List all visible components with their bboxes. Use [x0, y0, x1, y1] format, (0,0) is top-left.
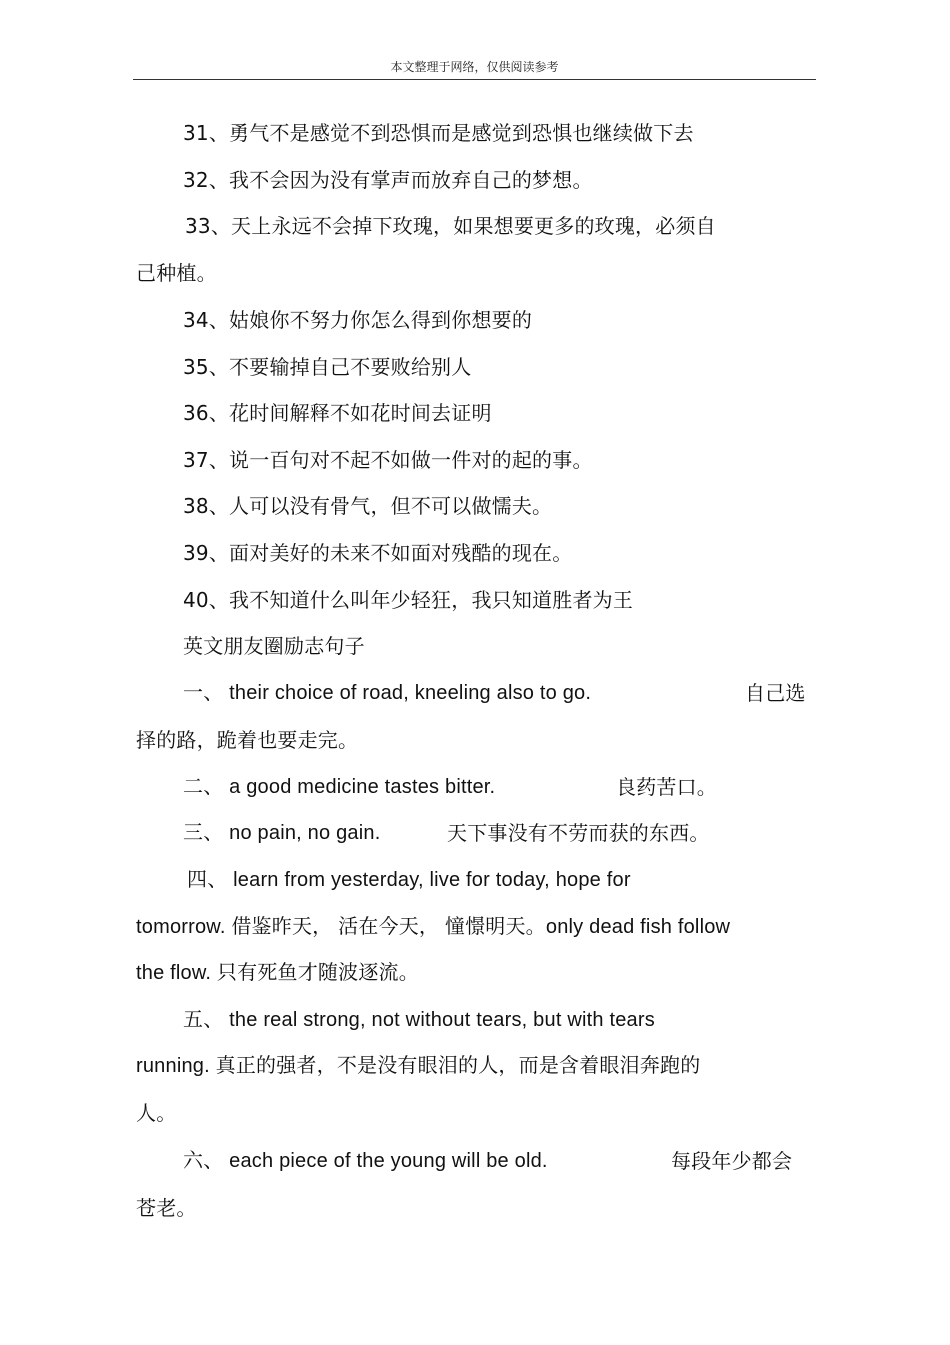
quote-line-32: 32、我不会因为没有掌声而放弃自己的梦想。 [183, 168, 593, 192]
english-quote-2: 二、 a good medicine tastes bitter. [183, 776, 496, 798]
quote-line-34: 34、姑娘你不努力你怎么得到你想要的 [183, 308, 533, 332]
quote-line-40: 40、我不知道什么叫年少轻狂，我只知道胜者为王 [183, 588, 634, 612]
english-quote-6: 六、 each piece of the young will be old. [183, 1150, 548, 1172]
quote-line-33: 33、天上永远不会掉下玫瑰，如果想要更多的玫瑰，必须自 [185, 214, 716, 238]
quote-line-33-cont: 己种植。 [136, 261, 217, 285]
quote-line-39: 39、面对美好的未来不如面对残酷的现在。 [183, 541, 573, 565]
english-quote-2-translation: 良药苦口。 [616, 775, 717, 799]
english-quote-6-translation: 每段年少都会 [671, 1149, 793, 1173]
english-quote-5-cont: running. 真正的强者，不是没有眼泪的人，而是含着眼泪奔跑的 [136, 1055, 701, 1077]
page-header: 本文整理于网络，仅供阅读参考 [390, 60, 559, 74]
english-quote-1: 一、 their choice of road, kneeling also to go. [183, 682, 592, 704]
english-quote-5: 五、 the real strong, not without tears, but with tears [183, 1009, 655, 1031]
english-quote-4: 四、 learn from yesterday, live for today, hope for [187, 869, 631, 891]
quote-line-37: 37、说一百句对不起不如做一件对的起的事。 [183, 448, 593, 472]
english-quote-1-translation: 自己选 [745, 681, 806, 705]
english-quote-6-translation-cont: 苍老。 [136, 1196, 197, 1220]
english-quote-4-cont-2: the flow. 只有死鱼才随波逐流。 [136, 962, 419, 984]
section-heading: 英文朋友圈励志句子 [183, 634, 365, 658]
quote-line-35: 35、不要输掉自己不要败给别人 [183, 355, 472, 379]
english-quote-3: 三、 no pain, no gain. [183, 822, 381, 844]
english-quote-5-cont-2: 人。 [136, 1101, 177, 1125]
quote-line-31: 31、勇气不是感觉不到恐惧而是感觉到恐惧也继续做下去 [183, 121, 694, 145]
header-divider [133, 79, 816, 80]
english-quote-1-translation-cont: 择的路，跪着也要走完。 [136, 728, 359, 752]
english-quote-3-translation: 天下事没有不劳而获的东西。 [447, 821, 710, 845]
quote-line-36: 36、花时间解释不如花时间去证明 [183, 401, 492, 425]
english-quote-4-cont: tomorrow. 借鉴昨天， 活在今天， 憧憬明天。only dead fish follow [136, 916, 731, 938]
quote-line-38: 38、人可以没有骨气，但不可以做懦夫。 [183, 494, 553, 518]
